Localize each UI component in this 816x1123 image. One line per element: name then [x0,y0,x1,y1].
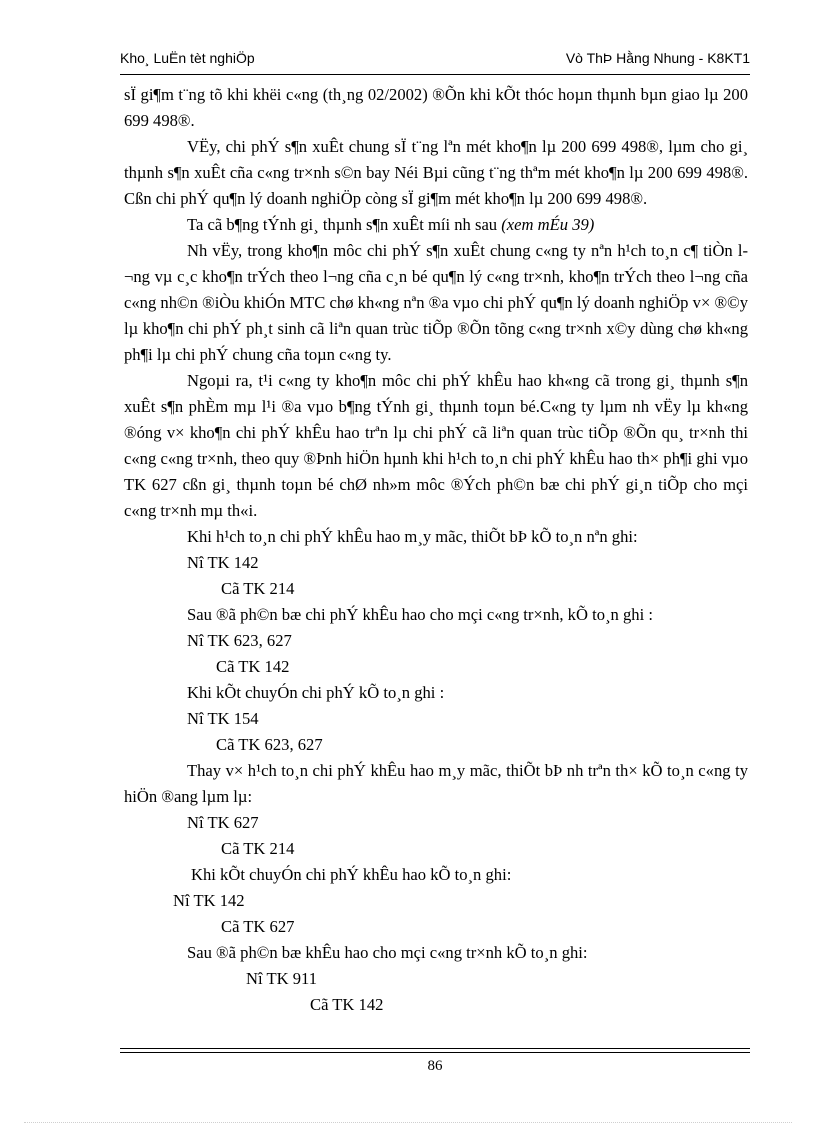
paragraph-2: VËy, chi phÝ s¶n xuÊt chung sÏ t¨ng lªn mét kho¶n lµ 200 699 498®, lµm cho gi¸ thµnh s¶n xuÊt cña c«ng tr×nh s©n bay Néi Bµi cũng t¨ng thªm mét kho¶n lµ 200 699 498®. Cßn chi phÝ qu¶n lý doanh nghiÖp còng sÏ gi¶m mét kho¶n lµ 200 699 498®. [124,137,748,208]
entry-14: Nî TK 142 [173,891,245,910]
entry-6: Cã TK 142 [216,657,290,676]
header-left: Kho¸ LuËn tèt nghiÖp [120,50,255,66]
paragraph-3 [124,212,748,238]
entry-7: Khi kÕt chuyÓn chi phÝ kÕ to¸n ghi : [187,683,445,702]
footer-rule-1 [120,1048,750,1049]
paragraph-4: Nh vËy, trong kho¶n môc chi phÝ s¶n xuÊt chung c«ng ty nªn h¹ch to¸n c¶ tiÒn l¬ng vµ c¸c kho¶n trÝch theo l¬ng cña c¸n bé qu¶n lý c«ng tr×nh, kho¶n trÝch theo l¬ng cña c«ng nh©n ®iÒu khiÓn MTC chø kh«ng nªn ®a vµo chi phÝ qu¶n lý doanh nghiÖp v× ®©y lµ kho¶n chi phÝ ph¸t sinh cã liªn quan trùc tiÕp ®Õn tõng c«ng tr×nh x©y dùng chø kh«ng ph¶i lµ chi phÝ chung cña toµn c«ng ty. [124,241,748,364]
paragraph-3-reference: (xem mÉu 39) [501,215,595,234]
entry-16: Sau ®ã ph©n bæ khÊu hao cho mçi c«ng tr×nh kÕ to¸n ghi: [187,943,588,962]
entry-11: Nî TK 627 [187,813,259,832]
entry-2: Nî TK 142 [187,553,259,572]
paragraph-1: sÏ gi¶m t¨ng tõ khi khëi c«ng (th¸ng 02/2002) ®Õn khi kÕt thóc hoµn thµnh bµn giao lµ 200 699 498®. [124,85,748,130]
entry-13: Khi kÕt chuyÓn chi phÝ khÊu hao kÕ to¸n ghi: [191,865,512,884]
page-header [120,48,750,70]
entry-8: Nî TK 154 [187,709,259,728]
entry-4: Sau ®ã ph©n bæ chi phÝ khÊu hao cho mçi c«ng tr×nh, kÕ to¸n ghi : [187,605,653,624]
entry-5: Nî TK 623, 627 [187,631,292,650]
document-body [124,82,748,1018]
header-right: Vò ThÞ Hằng Nhung - K8KT1 [565,50,750,66]
paragraph-5: Ngoµi ra, t¹i c«ng ty kho¶n môc chi phÝ khÊu hao kh«ng cã trong gi¸ thµnh s¶n xuÊt s¶n phÈm mµ l¹i ®a vµo b¶ng tÝnh gi¸ thµnh toµn bé.C«ng ty lµm nh vËy lµ kh«ng ®óng v× kho¶n chi phÝ khÊu hao trªn lµ chi phÝ cã liªn quan trùc tiÕp ®Õn qu¸ tr×nh thi c«ng c«ng tr×nh, theo quy ®Þnh hiÖn hµnh khi h¹ch to¸n chi phÝ khÊu hao th× ph¶i ghi vµo TK 627 cßn gi¸ thµnh toµn bé chØ nh»m môc ®Ých ph©n bæ chi phÝ gi¸n tiÕp cho mçi c«ng tr×nh mµ th«i. [124,371,748,520]
entry-10: Thay v× h¹ch to¸n chi phÝ khÊu hao m¸y mãc, thiÕt bÞ nh trªn th× kÕ to¸n c«ng ty hiÖn ®ang lµm lµ: [124,761,748,806]
entry-17: Nî TK 911 [246,969,317,988]
footer-rule-2 [120,1052,750,1053]
entry-3: Cã TK 214 [221,579,295,598]
header-rule [120,74,750,75]
entry-12: Cã TK 214 [221,839,295,858]
paragraph-3-text: Ta cã b¶ng tÝnh gi¸ thµnh s¶n xuÊt míi nh sau [187,215,498,234]
entry-1: Khi h¹ch to¸n chi phÝ khÊu hao m¸y mãc, thiÕt bÞ kÕ to¸n nªn ghi: [187,527,638,546]
entry-9: Cã TK 623, 627 [216,735,323,754]
page-number: 86 [427,1058,443,1074]
entry-18: Cã TK 142 [310,995,384,1014]
entry-15: Cã TK 627 [221,917,295,936]
